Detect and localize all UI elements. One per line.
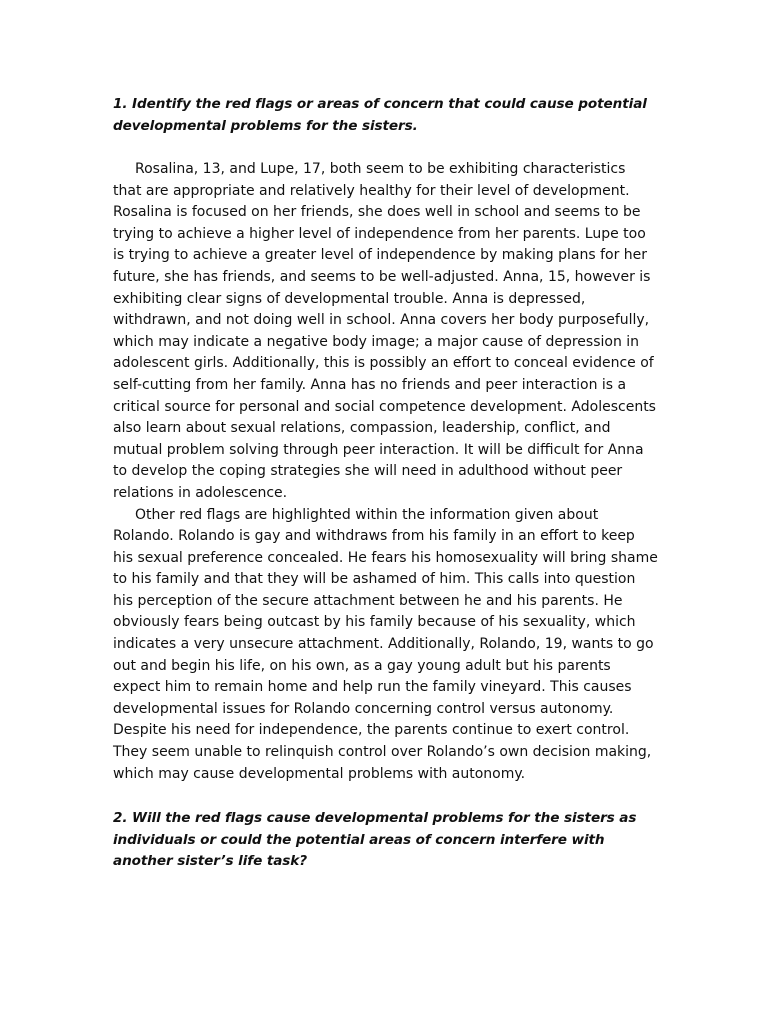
answer-1-paragraph-1: Rosalina, 13, and Lupe, 17, both seem to be exhibiting characteristics that are appropriate and relatively healthy for their level of development. Rosalina is focused on her friends, she does well in school and seems to be trying to achieve a higher level of independence from her parents. Lupe too is trying to achieve a greater level of independence by making plans for her future, she has friends, and seems to be well-adjusted. Anna, 15, however is exhibiting clear signs of developmental trouble. Anna is depressed, withdrawn, and not doing well in school. Anna covers her body purposefully, which may indicate a negative body image; a major cause of depression in adolescent girls. Additionally, this is possibly an effort to conceal evidence of self-cutting from her family. Anna has no friends and peer interaction is a critical source for personal and social competence development. Adolescents also learn about sexual relations, compassion, leadership, conflict, and mutual problem solving through peer interaction. It will be difficult for Anna to develop the coping strategies she will need in adulthood without peer relations in adolescence. [113, 161, 656, 501]
answer-1-paragraph-2: Other red flags are highlighted within the information given about Rolando. Rolando is gay and withdraws from his family in an effort to keep his sexual preference concealed. He fears his homosexuality will bring shame to his family and that they will be ashamed of him. This calls into question his perception of the secure attachment between he and his parents. He obviously fears being outcast by his family because of his sexuality, which indicates a very unsecure attachment. Additionally, Rolando, 19, wants to go out and begin his life, on his own, as a gay young adult but his parents expect him to remain home and help run the family vineyard. This causes developmental issues for Rolando concerning control versus autonomy. Despite his need for independence, the parents continue to exert control. They seem unable to relinquish control over Rolando’s own decision making, which may cause developmental problems with autonomy. [113, 506, 658, 782]
question-2-heading: 2. Will the red flags cause developmental problems for the sisters as individuals or could the potential areas of concern interfere with another sister’s life task? [113, 810, 637, 869]
question-1-heading: 1. Identify the red flags or areas of concern that could cause potential developmental problems for the sisters. [113, 96, 647, 134]
answer-1-body [113, 159, 658, 785]
